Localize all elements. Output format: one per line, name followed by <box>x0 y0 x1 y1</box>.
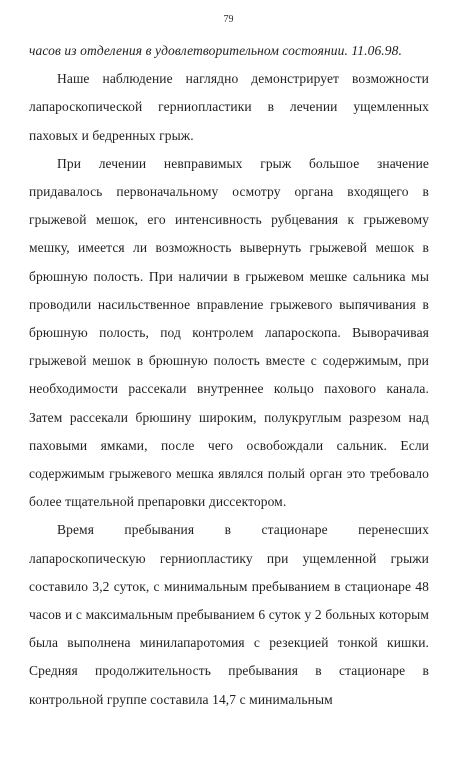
paragraph-observation: Наше наблюдение наглядно демонстрирует возможности лапароскопической герниопластики в лечении ущемленных паховых и бедренных грыж. <box>29 71 429 143</box>
paragraph-irreducible-hernia-treatment: При лечении невправимых грыж большое значение придавалось первоначальному осмотру органа входящего в грыжевой мешок, его интенсивность рубцевания к грыжевому мешку, имеется ли возможность вывернуть грыжевой мешок в брюшную полость. При наличии в грыжевом мешке сальника мы проводили насильственное вправление грыжевого выпячивания в брюшную полость, под контролем лапароскопа. Выворачивая грыжевой мешок в брюшную полость вместе с содержимым, при необходимости рассекали внутреннее кольцо пахового канала. Затем рассекали брюшину широким, полукруглым разрезом над паховыми ямками, после чего освобождали сальник. Если содержимым грыжевого мешка являлся полый орган это требовало более тщательной препаровки диссектором. <box>29 155 429 510</box>
paragraph-hospital-stay: Время пребывания в стационаре перенесших лапароскопическую герниопластику при ущемленной грыжи составило 3,2 суток, с минимальным пребыванием в стационаре 48 часов и с максимальным пребыванием 6 суток у 2 больных которым была выполнена минилапаротомия с резекцией тонкой кишки. Средняя продолжительность пребывания в стационаре в контрольной группе составила 14,7 с минимальным <box>29 522 429 707</box>
body-text <box>29 37 429 714</box>
paragraph-continuation: часов из отделения в удовлетворительном состоянии. 11.06.98. <box>29 43 402 58</box>
page-number: 79 <box>223 14 234 25</box>
